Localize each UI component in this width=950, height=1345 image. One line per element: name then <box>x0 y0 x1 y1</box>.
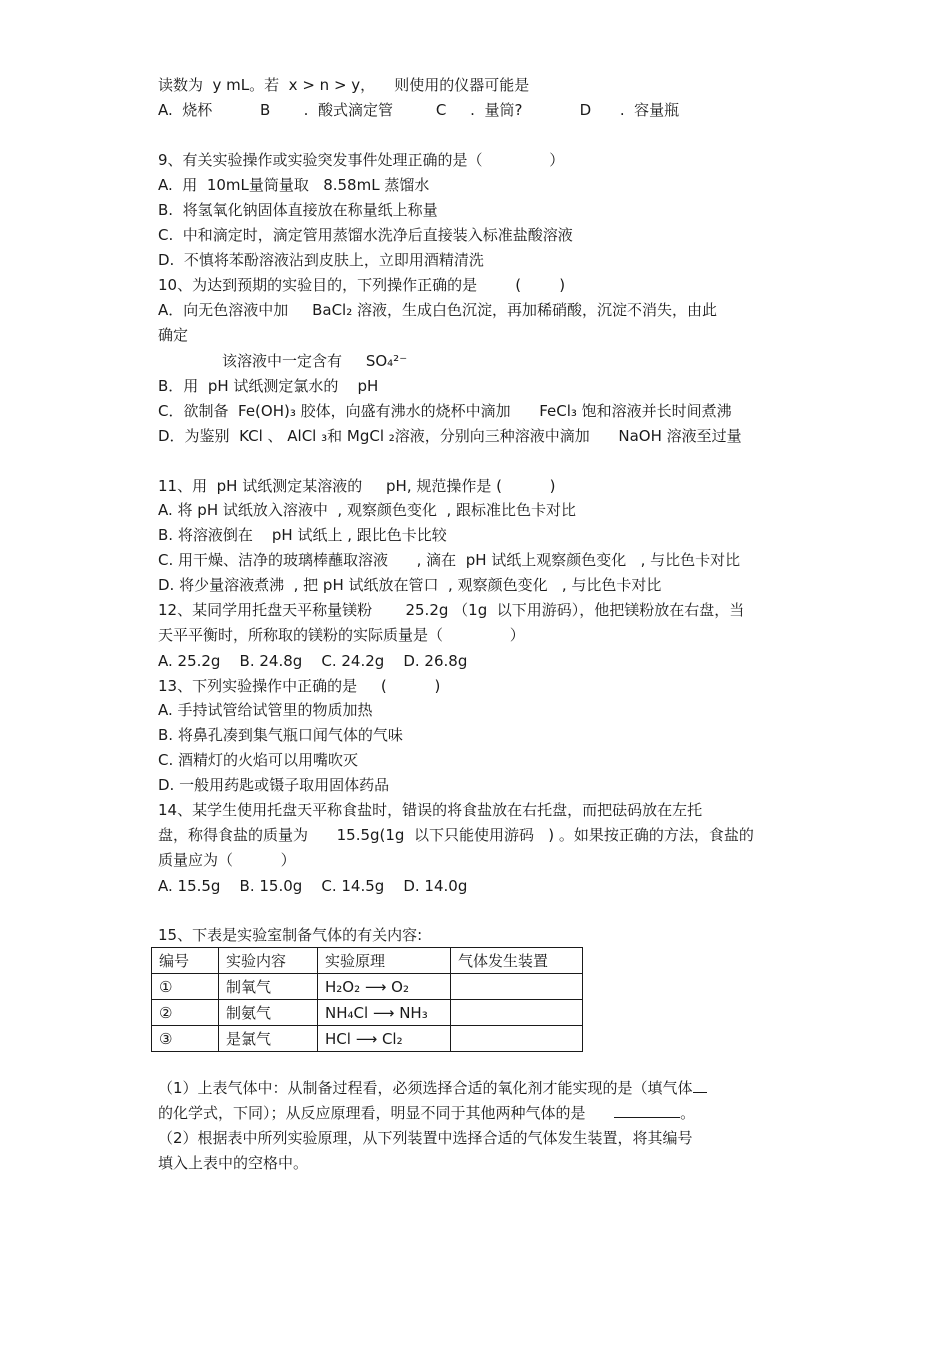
q9-option-c: C. 中和滴定时，滴定管用蒸馏水洗净后直接装入标准盐酸溶液 <box>158 226 573 244</box>
q15-part2-line1: （2）根据表中所列实验原理，从下列装置中选择合适的气体发生装置，将其编号 <box>158 1129 693 1147</box>
table-header-cell: 实验原理 <box>318 948 451 974</box>
table-header-row <box>152 948 583 974</box>
table-cell: 制氨气 <box>219 1000 318 1026</box>
q9-option-b: B. 将氢氧化钠固体直接放在称量纸上称量 <box>158 201 438 219</box>
q15-part1-line1 <box>158 1078 707 1098</box>
q13-option-a: A. 手持试管给试管里的物质加热 <box>158 701 373 719</box>
q9-option-a: A. 用 10mL量筒量取 8.58mL 蒸馏水 <box>158 176 430 194</box>
table-row <box>152 974 583 1000</box>
q14-stem-line1: 14、某学生使用托盘天平称食盐时，错误的将食盐放在右托盘，而把砝码放在左托 <box>158 801 703 819</box>
q11-option-b: B. 将溶液倒在 pH 试纸上 , 跟比色卡比较 <box>158 526 447 544</box>
q10-option-c: C．欲制备 Fe(OH)₃ 胶体，向盛有沸水的烧杯中滴加 FeCl₃ 饱和溶液并长时间煮沸 <box>158 402 732 420</box>
table-cell: H₂O₂ ⟶ O₂ <box>318 974 451 1000</box>
q10-option-a-line2: 确定 <box>158 326 189 344</box>
q10-option-b: B．用 pH 试纸测定氯水的 pH <box>158 377 379 395</box>
table-header-cell: 编号 <box>152 948 219 974</box>
q9-stem: 9、有关实验操作或实验突发事件处理正确的是（ ） <box>158 151 565 169</box>
q15-part1-line2 <box>158 1103 695 1123</box>
answer-blank <box>693 1078 707 1093</box>
q10-option-a-line1: A．向无色溶液中加 BaCl₂ 溶液，生成白色沉淀，再加稀硝酸，沉淀不消失，由此 <box>158 301 718 319</box>
q11-option-a: A. 将 pH 试纸放入溶液中 , 观察颜色变化 , 跟标准比色卡对比 <box>158 501 577 519</box>
q10-option-d: D．为鉴别 KCl 、 AlCl ₃和 MgCl ₂溶液，分别向三种溶液中滴加 NaOH 溶液至过量 <box>158 427 742 445</box>
q13-stem: 13、下列实验操作中正确的是 ( ) <box>158 677 441 695</box>
q15-part1-text: 的化学式，下同）；从反应原理看，明显不同于其他两种气体的是 <box>158 1104 586 1122</box>
q13-option-c: C. 酒精灯的火焰可以用嘴吹灭 <box>158 751 359 769</box>
q10-option-a-line3: 该溶液中一定含有 SO₄²⁻ <box>222 352 408 370</box>
q14-stem-line2: 盘，称得食盐的质量为 15.5g(1g 以下只能使用游码 ) 。如果按正确的方法，食盐的 <box>158 826 754 844</box>
q15-part1-text: （1）上表气体中：从制备过程看，必须选择合适的氧化剂才能实现的是（填气体 <box>158 1079 693 1097</box>
q11-option-d: D. 将少量溶液煮沸 , 把 pH 试纸放在管口 , 观察颜色变化 , 与比色卡对比 <box>158 576 662 594</box>
q12-stem-line1: 12、某同学用托盘天平称量镁粉 25.2g （1g 以下用游码），他把镁粉放在右盘，当 <box>158 601 745 619</box>
table-cell: ③ <box>152 1026 219 1052</box>
gas-preparation-table <box>151 947 583 1052</box>
q13-option-d: D. 一般用药匙或镊子取用固体药品 <box>158 776 390 794</box>
text-line: 读数为 y mL。若 x > n > y， 则使用的仪器可能是 <box>158 76 530 94</box>
table-cell-blank <box>451 974 583 1000</box>
q15-part1-end: 。 <box>680 1104 696 1122</box>
q15-part2-line2: 填入上表中的空格中。 <box>158 1154 309 1172</box>
table-cell-blank <box>451 1026 583 1052</box>
q9-option-d: D. 不慎将苯酚溶液沾到皮肤上，立即用酒精清洗 <box>158 251 484 269</box>
answer-blank <box>614 1103 680 1118</box>
q11-stem: 11、用 pH 试纸测定某溶液的 pH, 规范操作是 ( ) <box>158 477 556 495</box>
q13-option-b: B. 将鼻孔凑到集气瓶口闻气体的气味 <box>158 726 403 744</box>
q8-options: A. 烧杯 B . 酸式滴定管 C . 量筒? D . 容量瓶 <box>158 101 680 119</box>
table-cell: NH₄Cl ⟶ NH₃ <box>318 1000 451 1026</box>
table-row <box>152 1026 583 1052</box>
table-cell: 制氧气 <box>219 974 318 1000</box>
q11-option-c: C. 用干燥、洁净的玻璃棒蘸取溶液 , 滴在 pH 试纸上观察颜色变化 , 与比色卡对比 <box>158 551 741 569</box>
table-cell: HCl ⟶ Cl₂ <box>318 1026 451 1052</box>
q12-stem-line2: 天平平衡时，所称取的镁粉的实际质量是（ ） <box>158 626 525 644</box>
q14-stem-line3: 质量应为（ ） <box>158 851 296 869</box>
q10-stem: 10、为达到预期的实验目的，下列操作正确的是 ( ) <box>158 276 566 294</box>
q12-options: A. 25.2g B. 24.8g C. 24.2g D. 26.8g <box>158 652 468 670</box>
table-cell-blank <box>451 1000 583 1026</box>
table-row <box>152 1000 583 1026</box>
table-header-cell: 气体发生装置 <box>451 948 583 974</box>
q15-stem: 15、下表是实验室制备气体的有关内容: <box>158 926 423 944</box>
table-cell: ② <box>152 1000 219 1026</box>
table-header-cell: 实验内容 <box>219 948 318 974</box>
table-cell: ① <box>152 974 219 1000</box>
table-cell: 是氯气 <box>219 1026 318 1052</box>
q14-options: A. 15.5g B. 15.0g C. 14.5g D. 14.0g <box>158 877 468 895</box>
